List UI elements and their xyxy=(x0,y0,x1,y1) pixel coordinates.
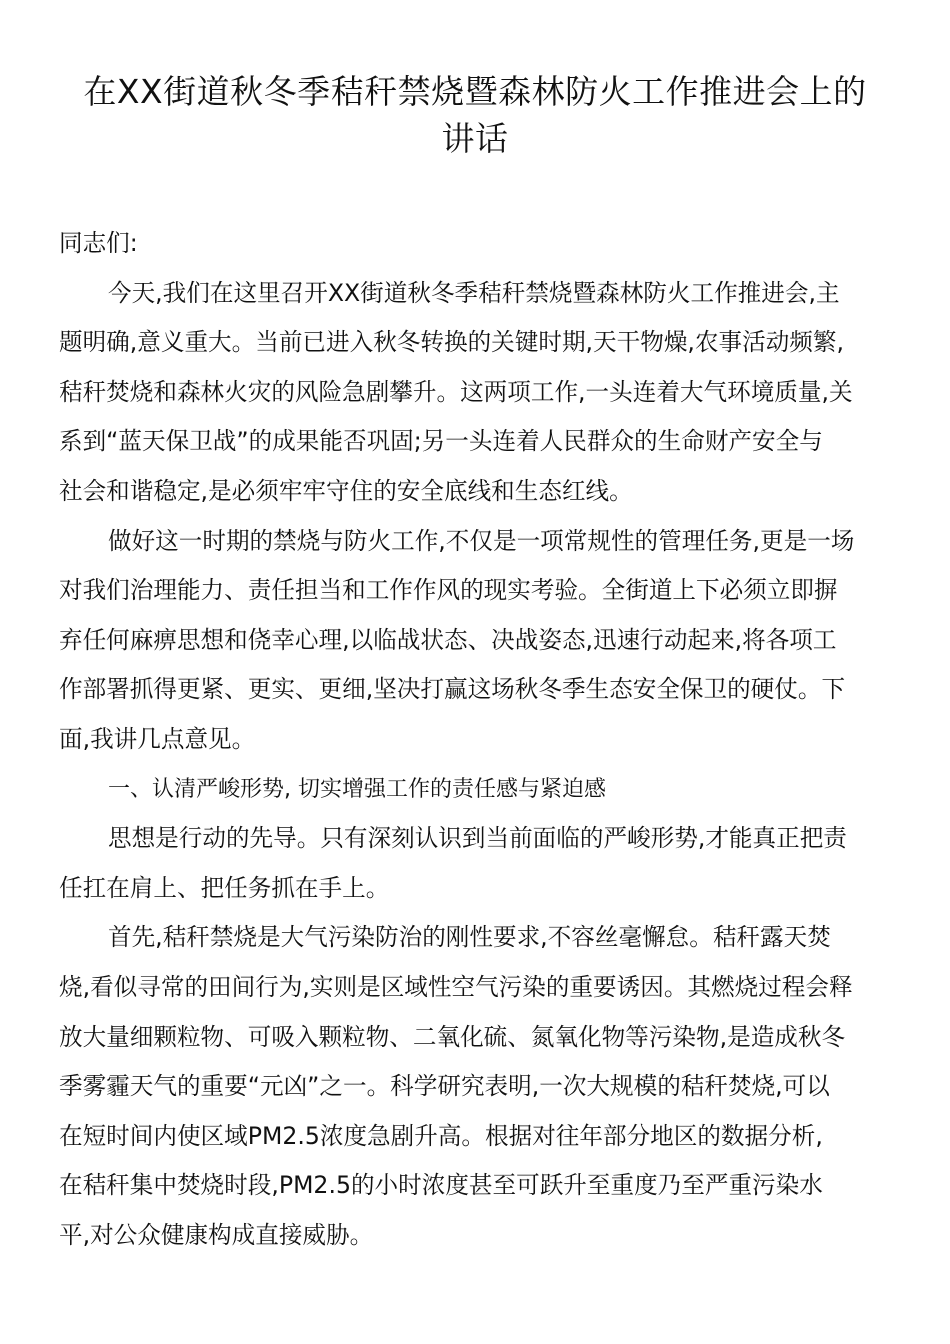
paragraph-line: 任扛在肩上、把任务抓在手上。 xyxy=(59,873,390,902)
title-line: 在XX街道秋冬季秸秆禁烧暨森林防火工作推进会上的 xyxy=(83,72,867,111)
paragraph-line: 思想是行动的先导。只有深刻认识到当前面临的严峻形势,才能真正把责 xyxy=(108,824,847,853)
paragraph-line: 系到“蓝天保卫战”的成果能否巩固;另一头连着人民群众的生命财产安全与 xyxy=(59,427,823,456)
paragraph-1 xyxy=(59,269,899,517)
paragraph-line: 作部署抓得更紧、更实、更细,坚决打赢这场秋冬季生态安全保卫的硬仗。下 xyxy=(59,675,846,704)
paragraph-line: 烧,看似寻常的田间行为,实则是区域性空气污染的重要诱因。其燃烧过程会释 xyxy=(59,972,853,1001)
paragraph-line: 题明确,意义重大。当前已进入秋冬转换的关键时期,天干物燥,农事活动频繁, xyxy=(59,328,844,357)
paragraph-4 xyxy=(59,913,899,1260)
paragraph-3 xyxy=(59,814,899,913)
salutation: 同志们: xyxy=(59,229,138,257)
section-heading-1 xyxy=(59,765,899,815)
paragraph-line: 面,我讲几点意见。 xyxy=(59,724,256,753)
paragraph-line: 社会和谐稳定,是必须牢牢守住的安全底线和生态红线。 xyxy=(59,476,633,505)
paragraph-line: 弃任何麻痹思想和侥幸心理,以临战状态、决战姿态,迅速行动起来,将各项工 xyxy=(59,625,837,654)
paragraph-line: 今天,我们在这里召开XX街道秋冬季秸秆禁烧暨森林防火工作推进会,主 xyxy=(108,278,840,307)
paragraph-line: 在秸秆集中焚烧时段,PM2.5的小时浓度甚至可跃升至重度乃至严重污染水 xyxy=(59,1171,823,1200)
paragraph-line: 季雾霾天气的重要“元凶”之一。科学研究表明,一次大规模的秸秆焚烧,可以 xyxy=(59,1072,830,1101)
paragraph-line: 对我们治理能力、责任担当和工作作风的现实考验。全街道上下必须立即摒 xyxy=(59,576,838,605)
paragraph-line: 放大量细颗粒物、可吸入颗粒物、二氧化硫、氮氧化物等污染物,是造成秋冬 xyxy=(59,1022,846,1051)
paragraph-2 xyxy=(59,517,899,765)
paragraph-line: 做好这一时期的禁烧与防火工作,不仅是一项常规性的管理任务,更是一场 xyxy=(108,526,855,555)
paragraph-line: 在短时间内使区域PM2.5浓度急剧升高。根据对往年部分地区的数据分析, xyxy=(59,1121,823,1150)
document-title xyxy=(40,68,910,162)
document-body xyxy=(59,219,899,1260)
paragraph-line: 秸秆焚烧和森林火灾的风险急剧攀升。这两项工作,一头连着大气环境质量,关 xyxy=(59,377,853,406)
section-heading: 一、认清严峻形势, 切实增强工作的责任感与紧迫感 xyxy=(108,776,606,802)
paragraph-line: 首先,秸秆禁烧是大气污染防治的刚性要求,不容丝毫懈怠。秸秆露天焚 xyxy=(108,923,831,952)
paragraph-line: 平,对公众健康构成直接威胁。 xyxy=(59,1220,374,1249)
title-line: 讲话 xyxy=(441,119,509,158)
